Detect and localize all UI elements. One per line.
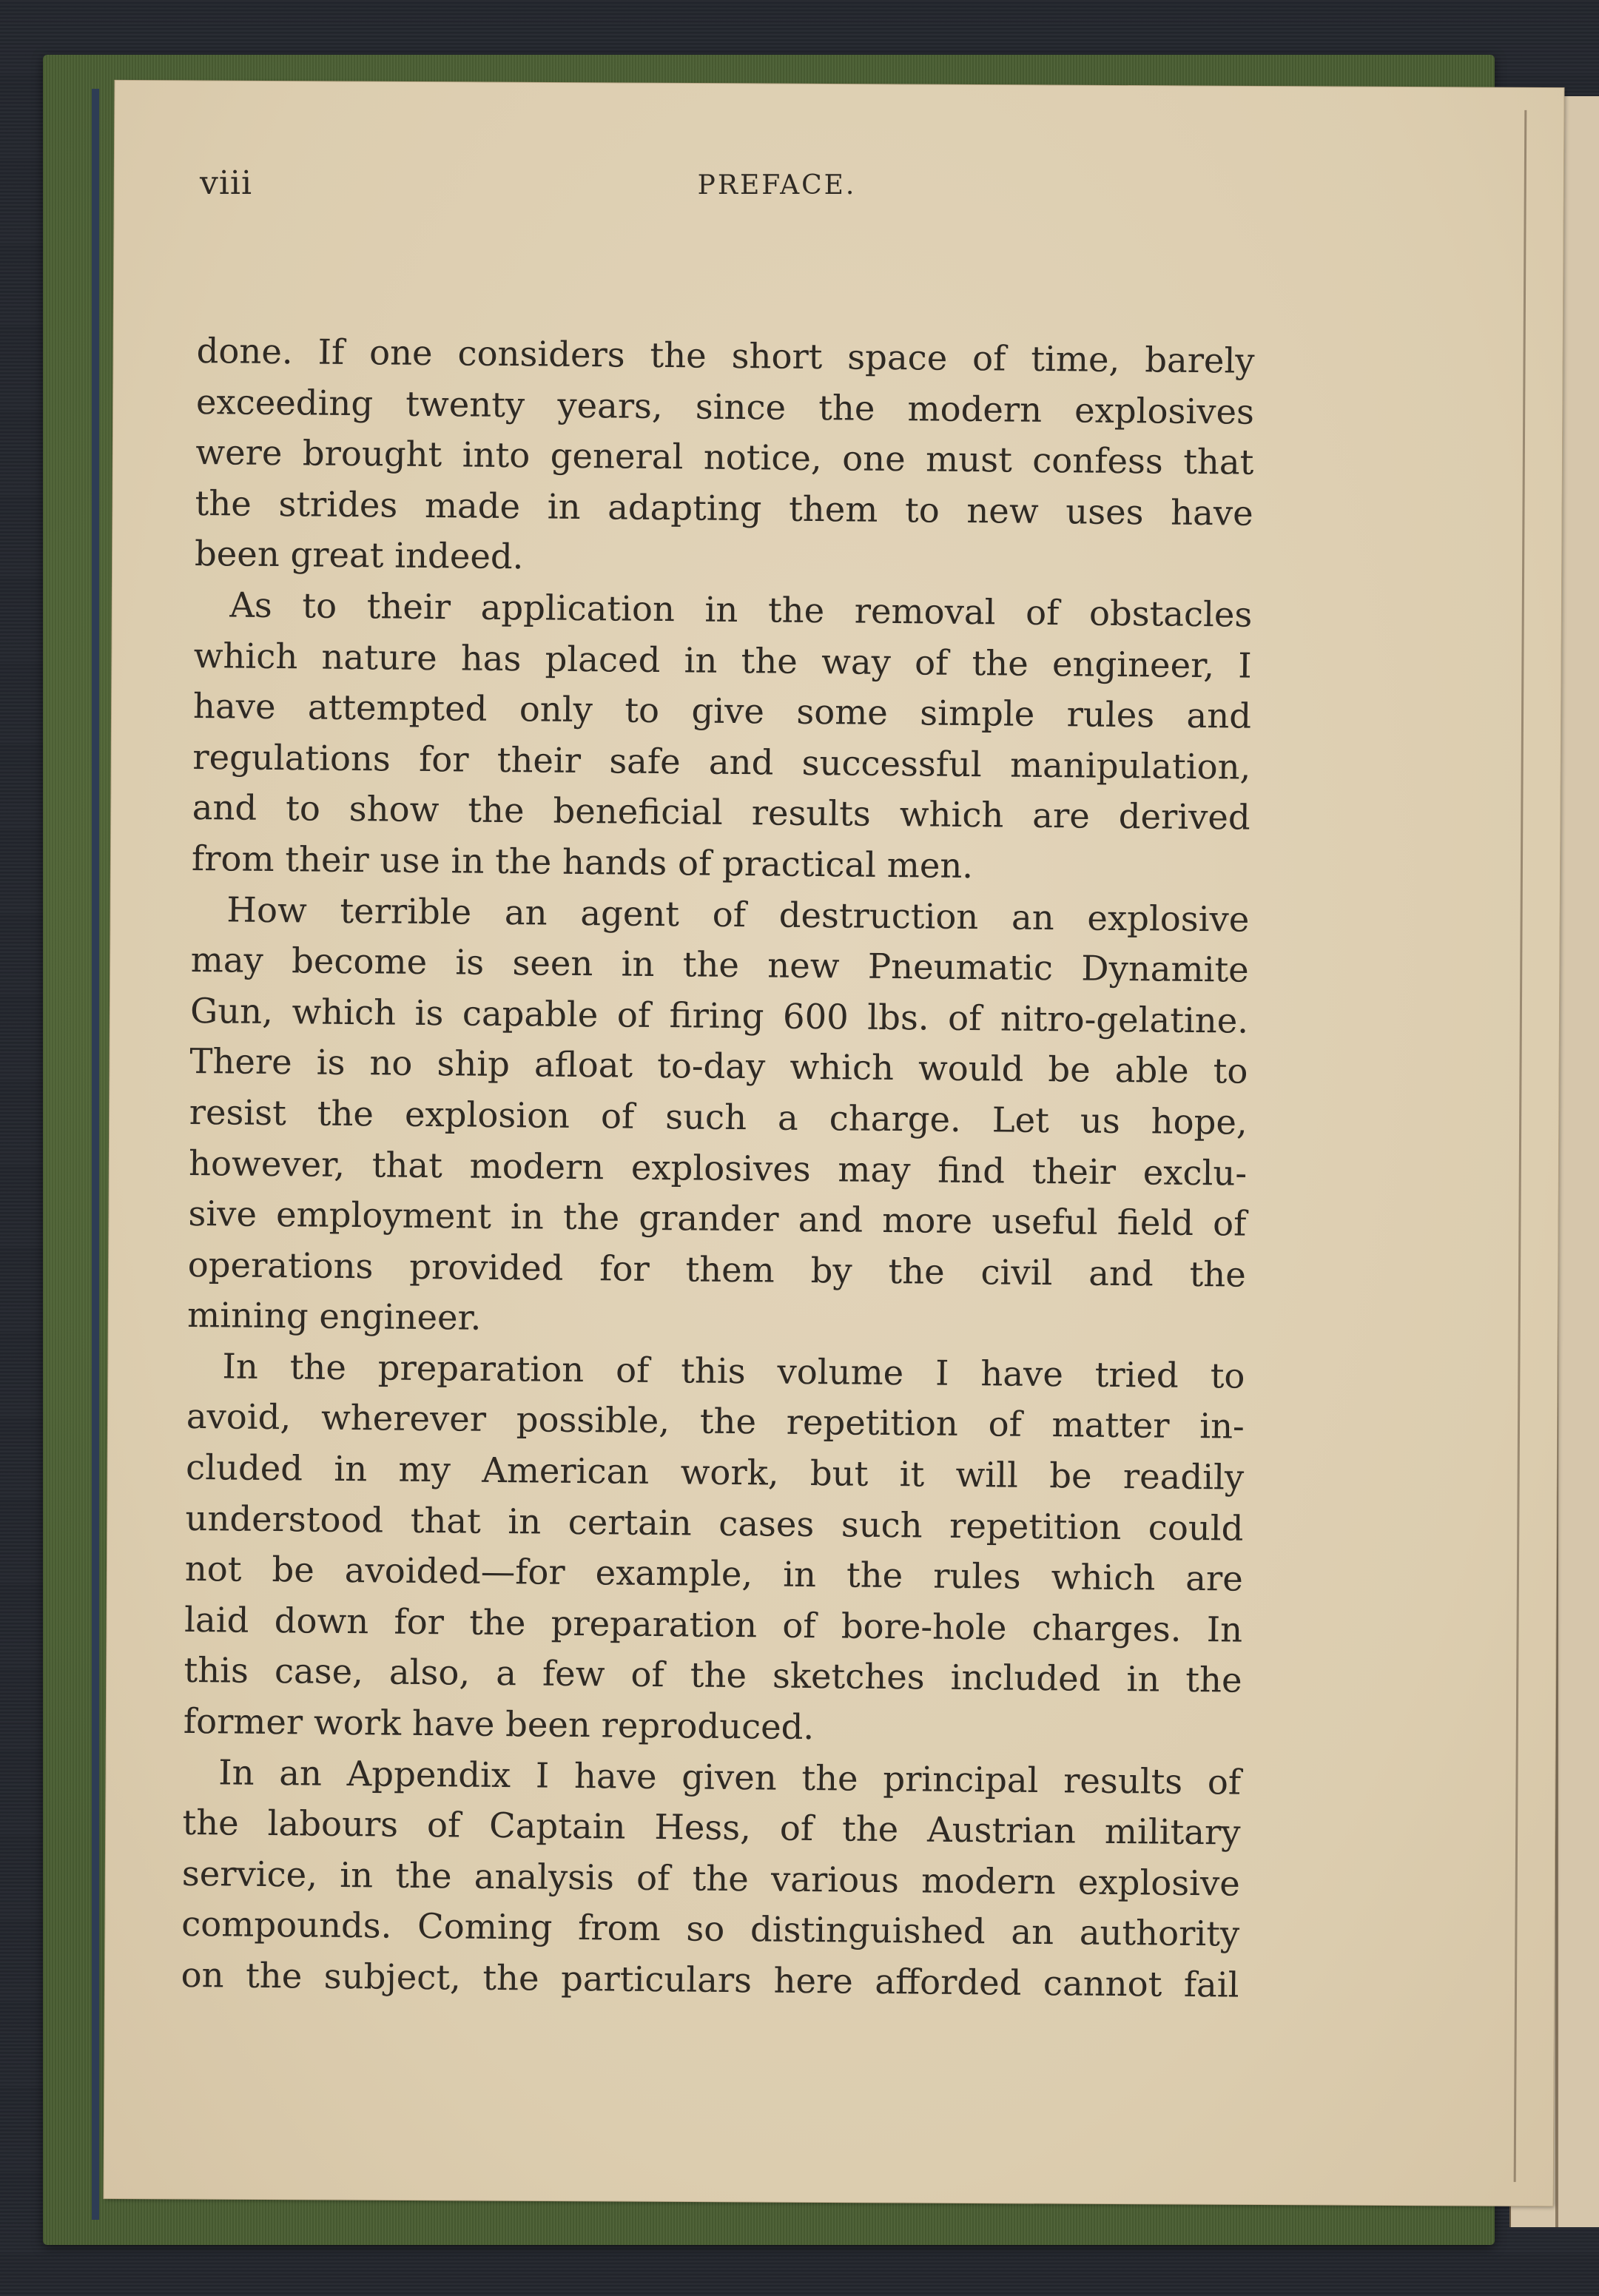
text-line: mining engineer. [186, 1295, 482, 1339]
text-line: and to show the beneficial results which are derived [192, 787, 1250, 838]
text-line: from their use in the hands of practical men. [191, 838, 974, 886]
text-line: resist the explosion of such a charge. Let us hope, [189, 1091, 1248, 1142]
text-line: been great indeed. [194, 533, 524, 577]
paragraph [192, 579, 1253, 894]
text-line: however, that modern explosives may find their exclu- [188, 1142, 1248, 1194]
text-line: not be avoided—for example, in the rules which are [184, 1549, 1244, 1599]
paragraph [187, 883, 1250, 1350]
text-line: operations provided for them by the civil and the [187, 1244, 1247, 1295]
text-line: There is no ship afloat to-day which would be able to [189, 1041, 1248, 1091]
paragraph [195, 326, 1255, 590]
page-number: viii [200, 164, 253, 202]
text-line: may become is seen in the new Pneumatic Dynamite [190, 940, 1249, 990]
text-line: have attempted only to give some simple rules and [192, 686, 1252, 736]
text-line: sive employment in the grander and more useful field of [188, 1194, 1247, 1244]
running-title: PREFACE. [697, 170, 857, 201]
running-head [200, 164, 1354, 209]
text-line: cluded in my American work, but it will be readily [185, 1447, 1245, 1498]
text-line: done. If one considers the short space of time, barely [196, 330, 1255, 381]
text-line: on the subject, the particulars here afforded cannot fail [181, 1954, 1239, 2005]
text-line: service, in the analysis of the various modern explosive [181, 1853, 1241, 1904]
text-line: compounds. Coming from so distinguished an authority [181, 1904, 1240, 1955]
text-line: In the preparation of this volume I have tried to [222, 1346, 1245, 1396]
text-line: understood that in certain cases such repetition could [185, 1498, 1244, 1549]
text-line: were brought into general notice, one must confess that [195, 432, 1254, 482]
text-line: exceeding twenty years, since the modern explosives [195, 381, 1255, 432]
text-line: which nature has placed in the way of the engineer, I [193, 635, 1252, 686]
text-line: the labours of Captain Hess, of the Austrian military [182, 1802, 1241, 1853]
paragraph [184, 1341, 1245, 1757]
text-line: Gun, which is capable of firing 600 lbs. of nitro-gelatine. [189, 990, 1249, 1041]
text-line: How terrible an agent of destruction an explosive [226, 889, 1250, 940]
body-text [181, 326, 1255, 2010]
gutter-shadow [1514, 110, 1527, 2182]
paragraph [181, 1747, 1241, 2011]
text-line: laid down for the preparation of bore-hole charges. In [184, 1599, 1243, 1650]
text-line: regulations for their safe and successful manipulation, [192, 736, 1251, 787]
text-line: this case, also, a few of the sketches included in the [184, 1650, 1242, 1701]
text-line: In an Appendix I have given the principal results of [218, 1751, 1242, 1802]
text-line: the strides made in adapting them to new uses have [195, 482, 1253, 533]
text-line: former work have been reproduced. [183, 1700, 815, 1748]
cover-inner-edge [92, 89, 99, 2220]
text-line: avoid, wherever possible, the repetition of matter in- [186, 1396, 1245, 1447]
text-line: As to their application in the removal of obstacles [229, 585, 1253, 635]
